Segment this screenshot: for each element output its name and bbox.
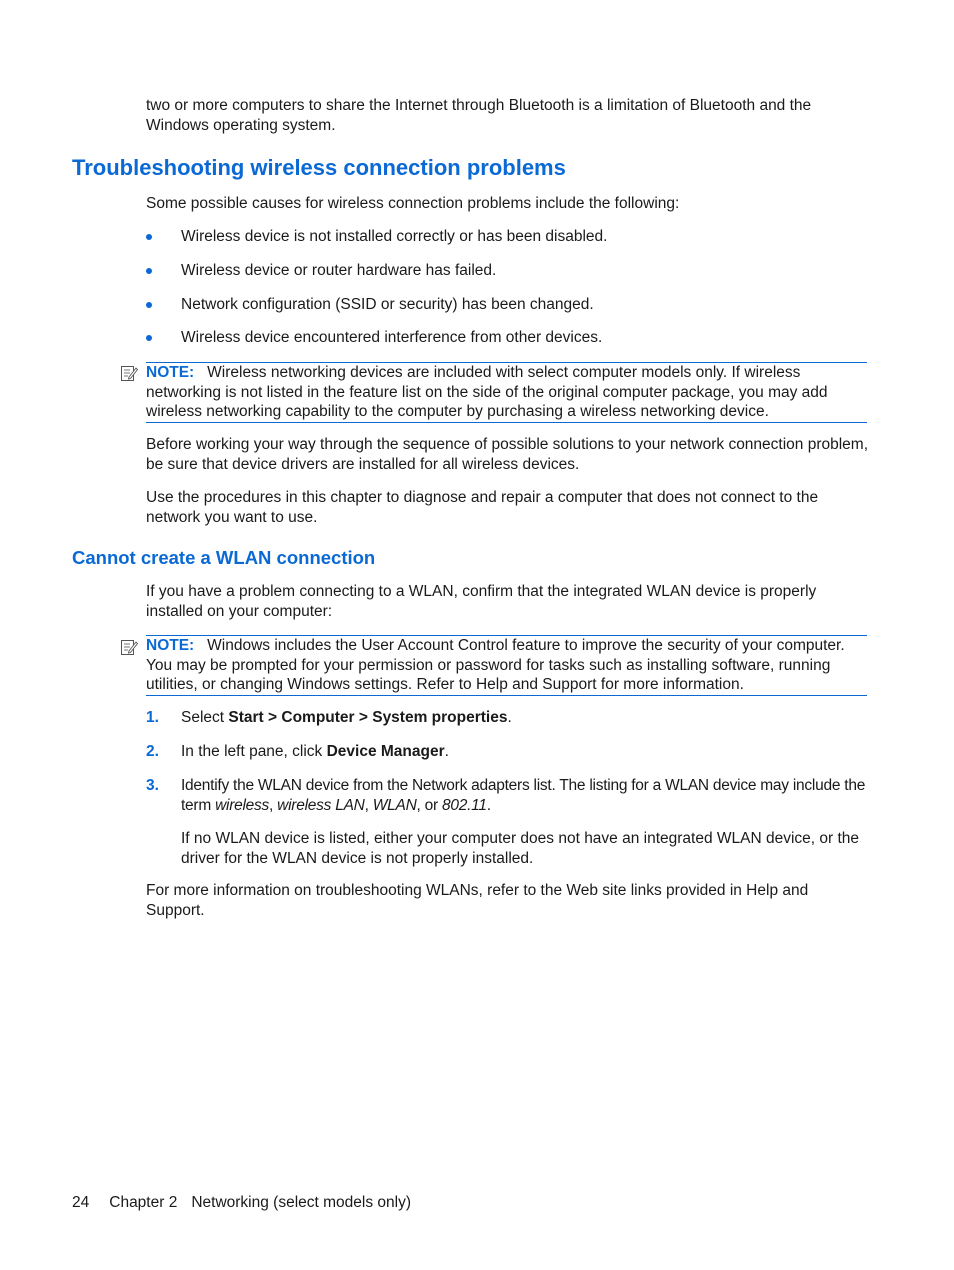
page-footer	[72, 1193, 411, 1213]
note-text: Wireless networking devices are included with select computer models only. If wireless networking is not listed in the feature list on the side of the original computer package, you may add wireless networking capability to the computer by purchasing a wireless networking device.	[146, 364, 828, 420]
term: wireless LAN	[277, 796, 365, 814]
step-text: Identify the WLAN device from the Network adapters list. The listing for a WLAN device may include the term	[181, 777, 866, 814]
bullet-dot-icon	[146, 335, 152, 341]
separator: , or	[416, 796, 442, 814]
step-text: In the left pane, click	[181, 743, 327, 760]
subsection-heading-wlan: Cannot create a WLAN connection	[72, 547, 376, 568]
step-number: 1.	[146, 709, 159, 726]
intro-paragraph: two or more computers to share the Internet through Bluetooth is a limitation of Bluetooth and the Windows operating system.	[146, 97, 812, 134]
bullet-dot-icon	[146, 234, 152, 240]
note-label: NOTE:	[146, 364, 195, 381]
note-box	[146, 635, 867, 696]
paragraph: Before working your way through the sequence of possible solutions to your network connection problem, be sure that device drivers are installed for all wireless devices.	[146, 436, 869, 473]
bullet-text: Network configuration (SSID or security) has been changed.	[181, 296, 594, 313]
ui-path: Start > Computer > System properties	[228, 709, 508, 726]
term: wireless	[215, 796, 270, 814]
section-heading-troubleshooting: Troubleshooting wireless connection problems	[72, 155, 566, 180]
closing-paragraph: For more information on troubleshooting WLANs, refer to the Web site links provided in Help and Support.	[146, 882, 809, 919]
punctuation: .	[507, 709, 512, 726]
separator: ,	[269, 796, 278, 814]
bullet-item	[146, 261, 871, 281]
bullet-text: Wireless device is not installed correctly or has been disabled.	[181, 228, 608, 245]
punctuation: .	[486, 796, 491, 814]
note-label: NOTE:	[146, 637, 195, 654]
chapter-label: Chapter 2	[109, 1194, 178, 1211]
term: WLAN	[372, 796, 417, 814]
step-item	[146, 776, 871, 816]
ui-path: Device Manager	[326, 743, 445, 760]
step-item	[146, 708, 871, 728]
bullet-item	[146, 295, 871, 315]
note-box	[146, 362, 867, 423]
chapter-title: Networking (select models only)	[191, 1194, 411, 1211]
section1-lead: Some possible causes for wireless connection problems include the following:	[146, 195, 680, 212]
note-pencil-icon	[120, 364, 138, 382]
bullet-text: Wireless device or router hardware has failed.	[181, 262, 497, 279]
step-text: Select	[181, 709, 229, 726]
note-text: Windows includes the User Account Control feature to improve the security of your computer. You may be prompted for your permission or password for tasks such as installing software, running utilities, or changing Windows settings. Refer to Help and Support for more information.	[146, 637, 845, 693]
page-number: 24	[72, 1194, 90, 1211]
paragraph: Use the procedures in this chapter to diagnose and repair a computer that does not connect to the network you want to use.	[146, 489, 819, 526]
bullet-item	[146, 227, 871, 247]
step-followup: If no WLAN device is listed, either your computer does not have an integrated WLAN device, or the driver for the WLAN device is not properly installed.	[181, 830, 860, 867]
bullet-text: Wireless device encountered interference from other devices.	[181, 329, 603, 346]
bullet-dot-icon	[146, 268, 152, 274]
bullet-dot-icon	[146, 302, 152, 308]
bullet-item	[146, 328, 871, 348]
term: 802.11	[442, 796, 487, 814]
section2-lead: If you have a problem connecting to a WLAN, confirm that the integrated WLAN device is properly installed on your computer:	[146, 583, 817, 620]
note-pencil-icon	[120, 638, 138, 656]
separator: ,	[364, 796, 373, 814]
step-number: 3.	[146, 777, 159, 794]
step-number: 2.	[146, 743, 159, 760]
step-item	[146, 742, 871, 762]
punctuation: .	[444, 743, 449, 760]
